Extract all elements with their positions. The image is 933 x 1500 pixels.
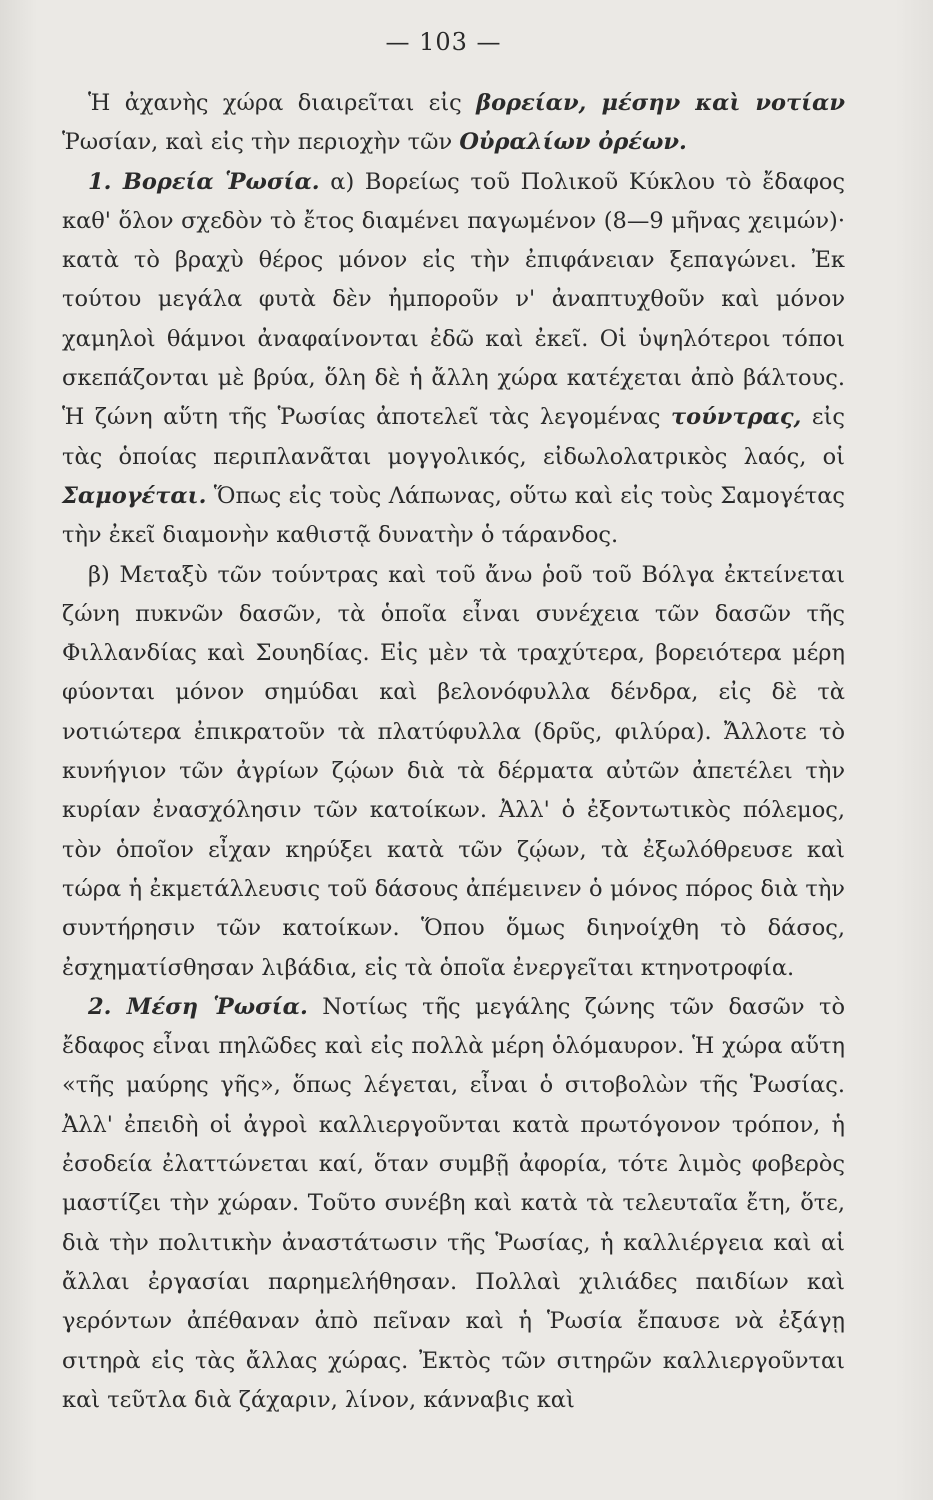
intro-paragraph (62, 84, 845, 163)
north-russia-heading: 1. Βορεία Ῥωσία. (88, 168, 320, 195)
middle-text: Νοτίως τῆς μεγάλης ζώνης τῶν δασῶν τὸ ἔδαφος εἶναι πηλῶδες καὶ εἰς πολλὰ μέρη ὁλόμαυρον. Ἡ χώρα αὕτη «τῆς μαύρης γῆς», ὅπως λέγεται, εἶναι ὁ σιτοβολὼν τῆς Ῥωσίας. Ἀλλ' ἐπειδὴ οἱ ἀγροὶ καλλιεργοῦνται κατὰ πρωτόγονον τρόπον, ἡ ἐσοδεία ἐλαττώνεται καί, ὅταν συμβῇ ἀφορία, τότε λιμὸς φοβερὸς μαστίζει τὴν χώραν. Τοῦτο συνέβη καὶ κατὰ τὰ τελευταῖα ἔτη, ὅτε, διὰ τὴν πολιτικὴν ἀναστάτωσιν τῆς Ῥωσίας, ἡ καλλιέργεια καὶ αἱ ἄλλαι ἐργασίαι παρημελήθησαν. Πολλαὶ χιλιάδες παιδίων καὶ γερόντων ἀπέθαναν ἀπὸ πεῖναν καὶ ἡ Ῥωσία ἔπαυσε νὰ ἐξάγῃ σιτηρὰ εἰς τὰς ἄλλας χώρας. Ἐκτὸς τῶν σιτηρῶν καλλιεργοῦνται καὶ τεῦτλα διὰ ζάχαριν, λίνον, κάνναβις καὶ (62, 993, 846, 1413)
page-number: — 103 — (385, 28, 502, 56)
intro-text-1: Ἡ ἀχανὴς χώρα διαιρεῖται εἰς (88, 90, 477, 116)
north-russia-paragraph-b (62, 556, 845, 988)
intro-regions-emphasis: βορείαν, μέσην καὶ νοτίαν (476, 90, 845, 116)
middle-russia-paragraph (62, 988, 845, 1420)
tundra-term: τούντρας, (671, 404, 802, 431)
north-text-a3: Ὅπως εἰς τοὺς Λάπωνας, οὕτω καὶ εἰς τοὺς Σαμογέτας τὴν ἐκεῖ διαμονὴν καθιστᾷ δυνατὴν ὁ τάρανδος. (62, 482, 845, 549)
north-text-a2: εἰς τὰς ὁποίας περιπλανᾶται μογγολικός, εἰδωλολατρικὸς λαός, οἱ (62, 404, 845, 470)
north-text-a: α) Βορείως τοῦ Πολικοῦ Κύκλου τὸ ἔδαφος καθ' ὅλον σχεδὸν τὸ ἔτος διαμένει παγωμένον (8—9 μῆνας χειμών)· κατὰ τὸ βραχὺ θέρος μόνον εἰς τὴν ἐπιφάνειαν ξεπαγώνει. Ἐκ τούτου μεγάλα φυτὰ δὲν ἠμποροῦν ν' ἀναπτυχθοῦν καὶ μόνον χαμηλοὶ θάμνοι ἀναφαίνονται ἐδῶ καὶ ἐκεῖ. Οἱ ὑψηλότεροι τόποι σκεπάζονται μὲ βρύα, ὅλη δὲ ἡ ἄλλη χώρα κατέχεται ἀπὸ βάλτους. Ἡ ζώνη αὕτη τῆς Ῥωσίας ἀποτελεῖ τὰς λεγομένας (62, 168, 845, 431)
middle-russia-heading: 2. Μέση Ῥωσία. (88, 993, 308, 1020)
intro-text-2: Ῥωσίαν, καὶ εἰς τὴν περιοχὴν τῶν (62, 129, 460, 156)
intro-urals-emphasis: Οὐραλίων ὀρέων. (459, 129, 687, 156)
body-text (62, 84, 845, 1420)
samoyeds-term: Σαμογέται. (62, 482, 207, 509)
north-russia-paragraph-a (62, 163, 845, 556)
north-text-b: β) Μεταξὺ τῶν τούντρας καὶ τοῦ ἄνω ῥοῦ τοῦ Βόλγα ἐκτείνεται ζώνη πυκνῶν δασῶν, τὰ ὁποῖα εἶναι συνέχεια τῶν δασῶν τῆς Φιλλανδίας καὶ Σουηδίας. Εἰς μὲν τὰ τραχύτερα, βορειότερα μέρη φύονται μόνον σημύδαι καὶ βελονόφυλλα δένδρα, εἰς δὲ τὰ νοτιώτερα ἐπικρατοῦν τὰ πλατύφυλλα (δρῦς, φιλύρα). Ἄλλοτε τὸ κυνήγιον τῶν ἀγρίων ζῴων διὰ τὰ δέρματα αὐτῶν ἀπετέλει τὴν κυρίαν ἐνασχόλησιν τῶν κατοίκων. Ἀλλ' ὁ ἐξοντωτικὸς πόλεμος, τὸν ὁποῖον εἶχαν κηρύξει κατὰ τῶν ζῴων, τὰ ἐξωλόθρευσε καὶ τώρα ἡ ἐκμετάλλευσις τοῦ δάσους ἀπέμεινεν ὁ μόνος πόρος διὰ τὴν συντήρησιν τῶν κατοίκων. Ὅπου ὅμως διηνοίχθη τὸ δάσος, ἐσχηματίσθησαν λιβάδια, εἰς τὰ ὁποῖα ἐνεργεῖται κτηνοτροφία. (62, 561, 845, 981)
